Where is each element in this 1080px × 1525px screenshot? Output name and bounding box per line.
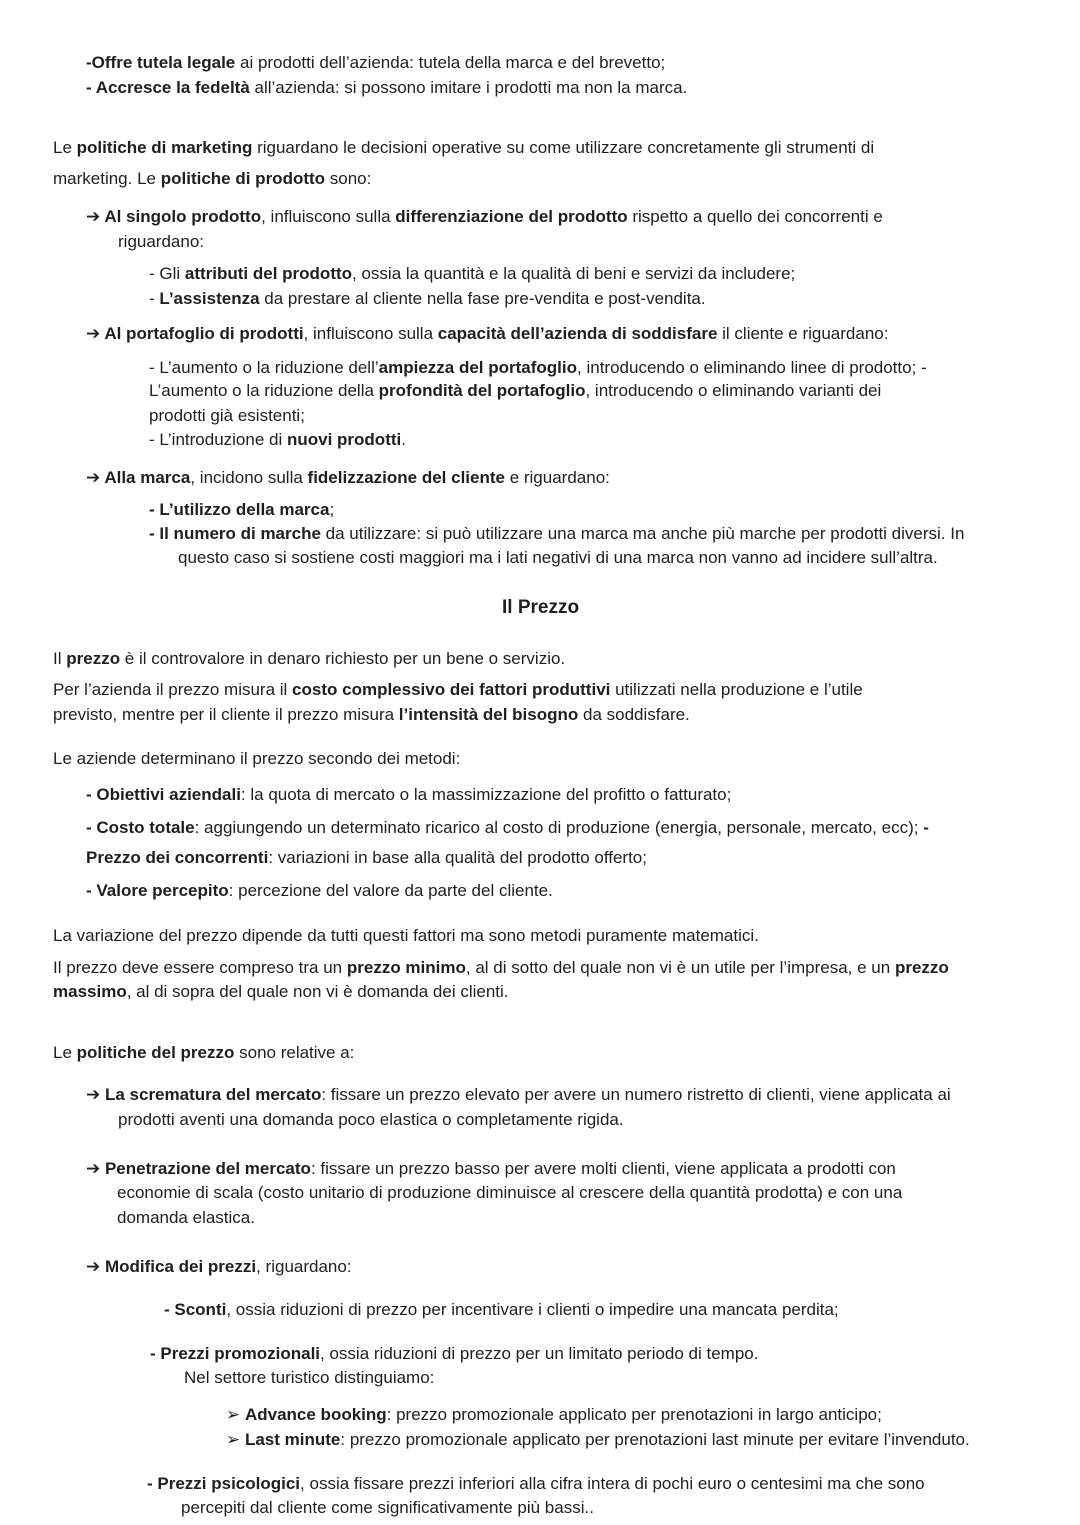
text: - Gli bbox=[149, 264, 185, 283]
text: marketing. Le bbox=[53, 169, 161, 188]
bold-text: fidelizzazione del cliente bbox=[307, 468, 505, 487]
text: ➢ bbox=[226, 1430, 245, 1449]
text: all’azienda: si possono imitare i prodotti ma non la marca. bbox=[249, 78, 688, 97]
text: sono relative a: bbox=[234, 1043, 355, 1062]
sub-item bbox=[164, 1298, 839, 1322]
text: : prezzo promozionale applicato per prenotazioni in largo anticipo; bbox=[386, 1405, 882, 1424]
text: , al di sopra del quale non vi è domanda dei clienti. bbox=[126, 982, 509, 1001]
text: da prestare al cliente nella fase pre-vendita e post-vendita. bbox=[259, 289, 706, 308]
bold-text: capacità dell’azienda di soddisfare bbox=[437, 324, 718, 343]
text-line bbox=[53, 678, 863, 702]
text-line bbox=[53, 980, 509, 1004]
sub-item bbox=[149, 287, 706, 311]
text: Le aziende determinano il prezzo secondo dei metodi: bbox=[53, 749, 461, 768]
text: sono: bbox=[325, 169, 372, 188]
bold-text: - L’utilizzo della marca bbox=[149, 500, 330, 519]
text: L’aumento o la riduzione della bbox=[149, 381, 379, 400]
text: percepiti dal cliente come significativamente più bassi.. bbox=[181, 1498, 594, 1517]
bold-text: prezzo minimo bbox=[346, 958, 466, 977]
bold-text: - Valore percepito bbox=[86, 881, 229, 900]
bold-text: ➔ La scrematura del mercato bbox=[86, 1085, 322, 1104]
text: previsto, mentre per il cliente il prezzo misura bbox=[53, 705, 399, 724]
text: Per l’azienda il prezzo misura il bbox=[53, 680, 293, 699]
text: il cliente e riguardano: bbox=[717, 324, 889, 343]
bold-text: ➔ Al singolo prodotto bbox=[86, 207, 262, 226]
text: : la quota di mercato o la massimizzazione del profitto o fatturato; bbox=[240, 785, 732, 804]
text-line bbox=[184, 1366, 434, 1390]
text-line bbox=[117, 1206, 255, 1230]
bullet-arrow-item bbox=[86, 1255, 352, 1279]
text-line bbox=[53, 703, 690, 727]
bold-text: Last minute bbox=[244, 1430, 341, 1449]
bold-text: nuovi prodotti bbox=[286, 430, 402, 449]
bold-text: - Prezzi promozionali bbox=[150, 1344, 321, 1363]
text: , introducendo o eliminando linee di prodotto; - bbox=[577, 358, 927, 377]
text: : percezione del valore da parte del cliente. bbox=[228, 881, 553, 900]
text: è il controvalore in denaro richiesto per un bene o servizio. bbox=[120, 649, 566, 668]
text: , influiscono sulla bbox=[303, 324, 438, 343]
sub-sub-item bbox=[226, 1403, 882, 1427]
text: , ossia la quantità e la qualità di beni e servizi da includere; bbox=[352, 264, 796, 283]
bold-text: Advance booking bbox=[244, 1405, 387, 1424]
text: da utilizzare: si può utilizzare una marca ma anche più marche per prodotti diversi. In bbox=[320, 524, 965, 543]
text: Le bbox=[53, 1043, 77, 1062]
bold-text: Il Prezzo bbox=[502, 597, 580, 618]
text-line bbox=[181, 1496, 594, 1520]
text: ; bbox=[329, 500, 335, 519]
text: : fissare un prezzo elevato per avere un numero ristretto di clienti, viene applicata ai bbox=[321, 1085, 951, 1104]
bold-text: politiche di marketing bbox=[76, 138, 253, 157]
sub-item bbox=[150, 1342, 758, 1366]
text-line bbox=[86, 51, 665, 75]
text: , al di sotto del quale non vi è un utile per l’impresa, e un bbox=[465, 958, 895, 977]
text: rispetto a quello dei concorrenti e bbox=[627, 207, 883, 226]
text: , ossia riduzioni di prezzo per un limitato periodo di tempo. bbox=[320, 1344, 759, 1363]
sub-item bbox=[147, 1472, 925, 1496]
text: , ossia fissare prezzi inferiori alla cifra intera di pochi euro o centesimi ma che sono bbox=[300, 1474, 925, 1493]
sub-item bbox=[149, 379, 881, 403]
text: - L’introduzione di bbox=[149, 430, 287, 449]
text: questo caso si sostiene costi maggiori ma i lati negativi di una marca non vanno ad incidere sull’altra. bbox=[178, 548, 938, 567]
bold-text: prezzo bbox=[66, 649, 121, 668]
bullet-arrow-item bbox=[86, 322, 888, 346]
text: economie di scala (costo unitario di produzione diminuisce al crescere della quantità prodotta) e con una bbox=[117, 1183, 903, 1202]
text: Il bbox=[53, 649, 67, 668]
bullet-arrow-item bbox=[86, 205, 883, 229]
sub-item bbox=[149, 498, 334, 522]
bold-text: politiche del prezzo bbox=[76, 1043, 235, 1062]
bold-text: profondità del portafoglio bbox=[378, 381, 586, 400]
text: Il prezzo deve essere compreso tra un bbox=[53, 958, 347, 977]
text-line bbox=[86, 76, 687, 100]
text: : aggiungendo un determinato ricarico al costo di produzione (energia, personale, mercato, ecc); bbox=[194, 818, 924, 837]
bold-text: costo complessivo dei fattori produttivi bbox=[292, 680, 611, 699]
text-line bbox=[53, 136, 874, 160]
text: - L’aumento o la riduzione dell’ bbox=[149, 358, 379, 377]
bold-text: - Obiettivi aziendali bbox=[86, 785, 241, 804]
list-item bbox=[86, 879, 553, 903]
bold-text: -Offre tutela legale bbox=[86, 53, 236, 72]
bold-text: - Costo totale bbox=[86, 818, 195, 837]
sub-item bbox=[149, 404, 305, 428]
bold-text: massimo bbox=[53, 982, 127, 1001]
bold-text: politiche di prodotto bbox=[160, 169, 326, 188]
bold-text: - bbox=[923, 818, 929, 837]
text-line bbox=[53, 747, 460, 771]
bold-text: - Il numero di marche bbox=[149, 524, 321, 543]
bold-text: ➔ Al portafoglio di prodotti bbox=[86, 324, 304, 343]
text: : prezzo promozionale applicato per prenotazioni last minute per evitare l’invenduto. bbox=[340, 1430, 970, 1449]
text: , introducendo o eliminando varianti dei bbox=[585, 381, 882, 400]
text: ➢ bbox=[226, 1405, 245, 1424]
text-line bbox=[53, 647, 565, 671]
text: domanda elastica. bbox=[117, 1208, 255, 1227]
text-line bbox=[53, 167, 371, 191]
bold-text: - Prezzi psicologici bbox=[147, 1474, 301, 1493]
bullet-arrow-item bbox=[86, 1157, 896, 1181]
text-line bbox=[53, 956, 949, 980]
sub-item bbox=[149, 262, 795, 286]
text: , riguardano: bbox=[256, 1257, 352, 1276]
bold-text: attributi del prodotto bbox=[184, 264, 353, 283]
bold-text: L’assistenza bbox=[159, 289, 260, 308]
list-item bbox=[86, 783, 731, 807]
bullet-arrow-item bbox=[86, 466, 610, 490]
bold-text: Prezzo dei concorrenti bbox=[86, 848, 269, 867]
text: - bbox=[149, 289, 160, 308]
bold-text: l’intensità del bisogno bbox=[398, 705, 579, 724]
text: utilizzati nella produzione e l’utile bbox=[610, 680, 863, 699]
section-title bbox=[502, 596, 579, 620]
sub-item bbox=[149, 522, 964, 546]
bold-text: - Sconti bbox=[164, 1300, 227, 1319]
bold-text: ➔ Penetrazione del mercato bbox=[86, 1159, 311, 1178]
sub-item bbox=[149, 428, 406, 452]
text: Nel settore turistico distinguiamo: bbox=[184, 1368, 435, 1387]
bold-text: differenziazione del prodotto bbox=[395, 207, 628, 226]
text-line bbox=[53, 924, 759, 948]
list-item bbox=[86, 816, 929, 840]
text: ai prodotti dell’azienda: tutela della marca e del brevetto; bbox=[235, 53, 666, 72]
text: . bbox=[401, 430, 406, 449]
bold-text: ➔ Alla marca bbox=[86, 468, 191, 487]
text: da soddisfare. bbox=[578, 705, 690, 724]
text: , influiscono sulla bbox=[261, 207, 396, 226]
list-item bbox=[86, 846, 647, 870]
bold-text: ampiezza del portafoglio bbox=[378, 358, 578, 377]
text: e riguardano: bbox=[504, 468, 610, 487]
bold-text: ➔ Modifica dei prezzi bbox=[86, 1257, 257, 1276]
text: : variazioni in base alla qualità del prodotto offerto; bbox=[268, 848, 647, 867]
bullet-arrow-item bbox=[86, 1083, 951, 1107]
text-line bbox=[118, 230, 204, 254]
text: , ossia riduzioni di prezzo per incentivare i clienti o impedire una mancata perdita; bbox=[226, 1300, 839, 1319]
text: : fissare un prezzo basso per avere molti clienti, viene applicata a prodotti con bbox=[310, 1159, 896, 1178]
text: riguardano: bbox=[118, 232, 205, 251]
bold-text: prezzo bbox=[894, 958, 949, 977]
text: , incidono sulla bbox=[190, 468, 308, 487]
text: Le bbox=[53, 138, 77, 157]
text: prodotti già esistenti; bbox=[149, 406, 305, 425]
text: prodotti aventi una domanda poco elastica o completamente rigida. bbox=[118, 1110, 624, 1129]
text-line bbox=[118, 1108, 624, 1132]
sub-sub-item bbox=[226, 1428, 970, 1452]
text-line bbox=[53, 1041, 354, 1065]
text-line bbox=[117, 1181, 902, 1205]
text: La variazione del prezzo dipende da tutti questi fattori ma sono metodi puramente matematici. bbox=[53, 926, 759, 945]
text-line bbox=[178, 546, 938, 570]
sub-item bbox=[149, 356, 927, 380]
bold-text: - Accresce la fedeltà bbox=[86, 78, 250, 97]
text: riguardano le decisioni operative su come utilizzare concretamente gli strumenti di bbox=[252, 138, 875, 157]
